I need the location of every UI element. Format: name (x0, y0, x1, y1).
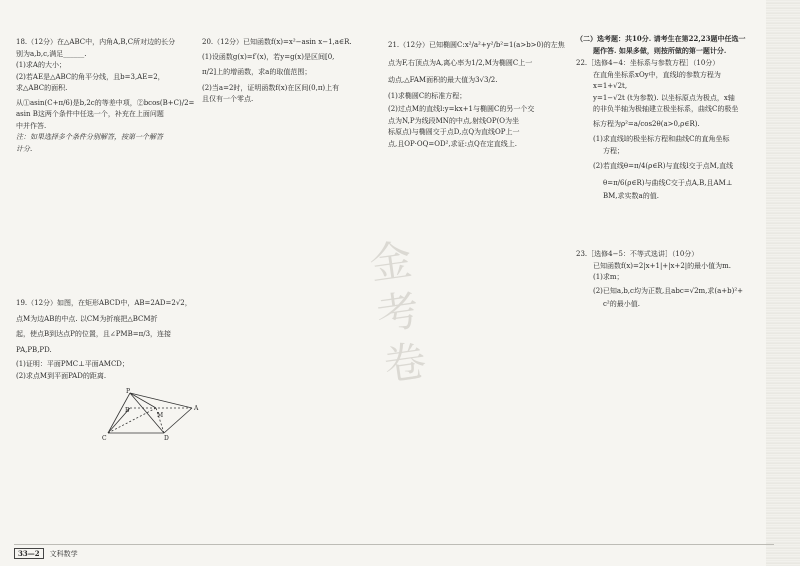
footer-rule (14, 544, 774, 545)
q18-line: 从①asin(C+π/6)是b,2c的等差中项，②bcos(B+C)/2= (16, 98, 195, 107)
label-d: D (164, 435, 169, 442)
section-heading: （二）选考题：共10分. 请考生在第22,23题中任选一 (576, 34, 746, 43)
q21-line: 点为F,右顶点为A,离心率为1/2,M为椭圆C上一 (388, 58, 533, 67)
section-heading: 题作答. 如果多做，则按所做的第一题计分. (593, 45, 727, 55)
question-20 (202, 37, 352, 106)
question-19 (16, 298, 192, 382)
q18-line: 计分. (16, 144, 33, 153)
q22-line: 方程； (603, 146, 624, 155)
edge-da (164, 408, 192, 433)
q18-line: (1)求A的大小； (16, 61, 66, 69)
q22-line: x=1+√2t, (593, 82, 628, 90)
q23-line: (2)已知a,b,c均为正数,且abc=√2m,求(a+b)²+ (593, 286, 744, 295)
q19-line: 起，使点B到达点P的位置，且∠PMB=π/3，连接 (16, 330, 172, 338)
q22-line: y=1−√2t (t为参数). 以坐标原点为极点，x轴 (593, 93, 735, 102)
label-a: A (194, 405, 199, 412)
q23-line: c²的最小值. (603, 300, 640, 308)
q21-line: 标原点)与椭圆交于点D,点Q为直线OP上一 (388, 128, 520, 136)
scan-edge (766, 0, 800, 566)
q19-line: 19.（12分）如图，在矩形ABCD中，AB=2AD=2√2， (16, 299, 192, 307)
q19-line: PA,PB,PD. (16, 345, 52, 354)
stamp-char: 金 (366, 234, 416, 290)
page-number: 33—2 (14, 548, 44, 559)
pyramid-figure (100, 388, 204, 444)
q20-line: 且仅有一个零点. (202, 95, 254, 103)
question-23 (576, 249, 743, 311)
q22-line: 22.［选修4−4：坐标系与参数方程］（10分） (576, 59, 720, 67)
q21-line: 21.（12分）已知椭圆C:x²/a²+y²/b²=1(a>b>0)的左焦 (388, 41, 565, 49)
q20-line: 20.（12分）已知函数f(x)=x²−asin x−1,a∈R. (202, 38, 352, 46)
q23-line: 已知函数f(x)=2|x+1|+|x+2|的最小值为m. (593, 261, 732, 270)
q18-line: 求△ABC的面积. (16, 84, 68, 92)
edge-pa (130, 393, 192, 408)
q22-line: θ=π/6(ρ∈R)与曲线C交于点A,B,且AM⊥ (603, 178, 733, 187)
q20-line: (1)设函数g(x)=f′(x)，若y=g(x)是区间[0, (202, 52, 335, 61)
q22-line: 的非负半轴为极轴建立极坐标系，曲线C的极坐 (593, 105, 739, 113)
q23-line: (1)求m； (593, 273, 624, 281)
q18-line: 别为a,b,c,满足______. (16, 49, 87, 58)
q22-line: 标方程为ρ²=a/cos2θ(a>0,ρ∈R). (593, 119, 700, 128)
q18-line: (2)若AE是△ABC的角平分线，且b=3,AE=2， (16, 72, 165, 81)
q18-line: 注：如果选择多个条件分别解答，按第一个解答 (16, 133, 163, 141)
stamp-char: 考 (373, 285, 423, 340)
q21-line: 动点,△FAM面积的最大值为3√3/2. (388, 76, 498, 84)
q19-line: (1)证明：平面PMC⊥平面AMCD； (16, 360, 129, 368)
q23-line: 23.［选修4−5：不等式选讲］（10分） (576, 250, 699, 258)
label-b: B (125, 407, 130, 414)
q21-line: 点,且OP·OQ=OD²,求证:点Q在定直线上. (388, 139, 517, 148)
q21-line: (2)过点M的直线l:y=kx+1与椭圆C的另一个交 (388, 105, 535, 113)
q22-line: (2)若直线θ=π/4(ρ∈R)与直线l交于点M,直线 (593, 162, 734, 170)
q21-line: 点为N,P为线段MN的中点,射线OP(O为坐 (388, 116, 520, 125)
q22-line: (1)求直线l的极坐标方程和曲线C的直角坐标 (593, 135, 730, 143)
watermark-stamp (352, 234, 444, 393)
q18-line: 18.（12分）在△ABC中，内角A,B,C所对边的长分 (16, 38, 176, 46)
label-c: C (102, 435, 107, 442)
q22-line: BM,求实数a的值. (603, 192, 659, 200)
q19-line: 点M为边AB的中点. 以CM为折痕把△BCM折 (16, 314, 158, 323)
subject-label: 文科数学 (49, 549, 78, 558)
stamp-char: 卷 (380, 335, 430, 391)
question-18 (16, 37, 194, 155)
q22-line: 在直角坐标系xOy中，直线l的参数方程为 (593, 70, 721, 79)
q19-line: (2)求点M到平面PAD的距离. (16, 371, 107, 380)
q21-line: (1)求椭圆C的标准方程； (388, 91, 467, 100)
q20-line: (2)当a=2时，证明函数f(x)在区间(0,π)上有 (202, 83, 340, 92)
label-m: M (157, 412, 164, 419)
question-21 (388, 40, 565, 150)
edge-pm (130, 393, 156, 408)
label-p: P (126, 388, 131, 395)
q18-line: asin B这两个条件中任选一个，补充在上面问题 (16, 110, 164, 118)
question-22 (576, 33, 746, 203)
page-footer (14, 548, 78, 559)
q18-line: 中并作答. (16, 121, 47, 130)
q20-line: π/2]上的增函数，求a的取值范围； (202, 68, 312, 76)
